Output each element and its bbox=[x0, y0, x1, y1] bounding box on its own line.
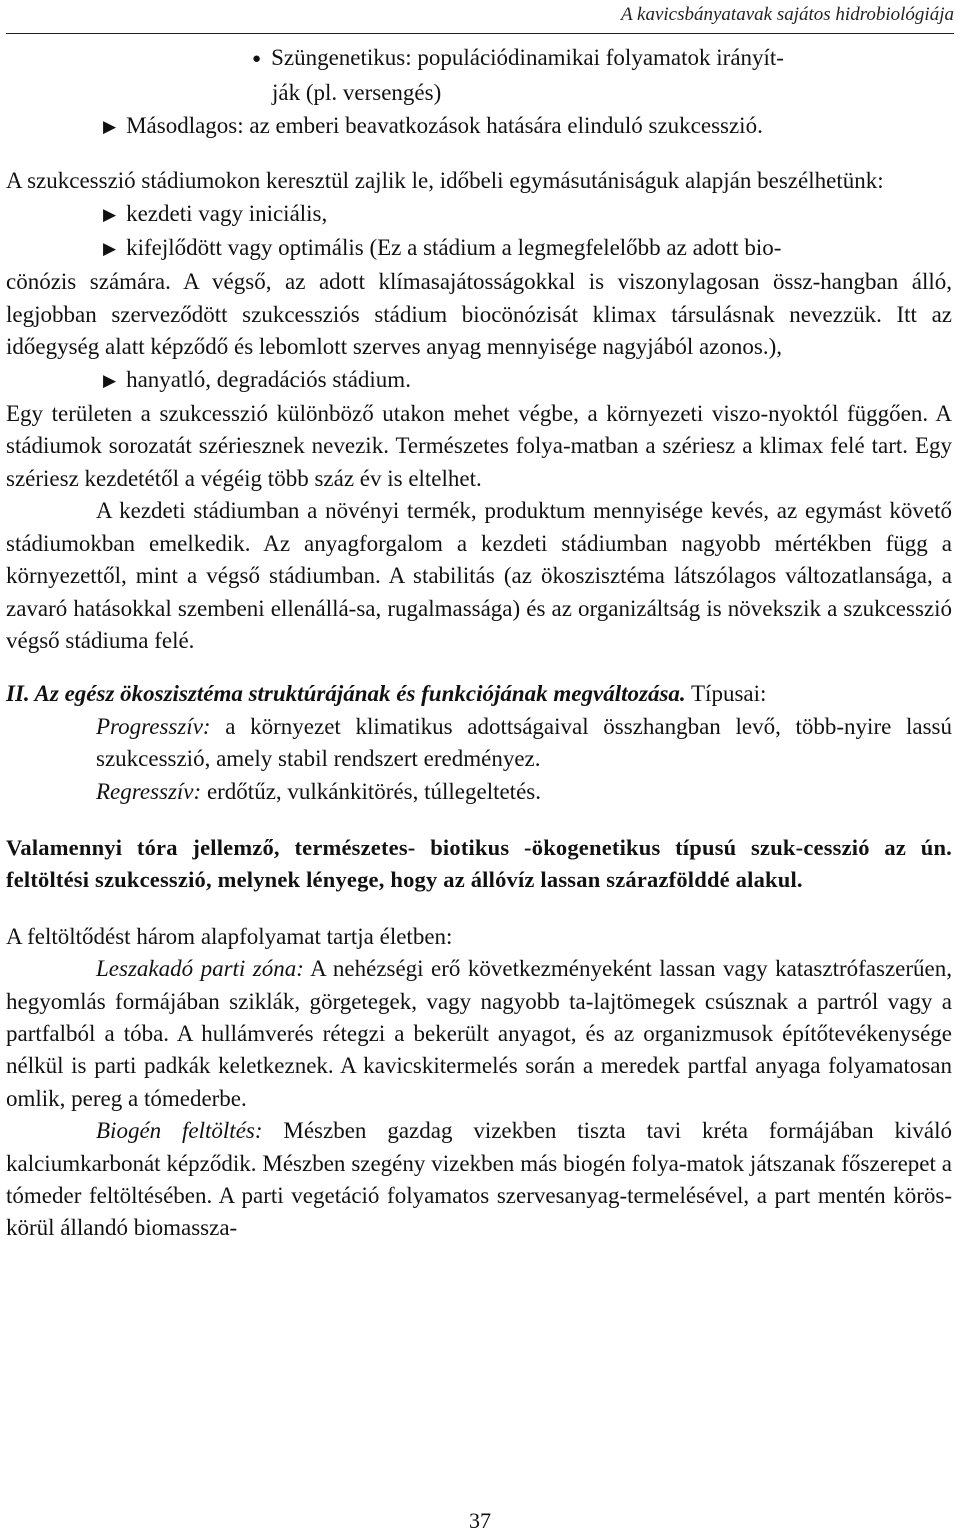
stage-text: kifejlődött vagy optimális (Ez a stádium a legmegfelelőbb az adott bio- bbox=[126, 235, 782, 261]
filling-label: Biogén feltöltés: bbox=[96, 1118, 263, 1144]
type-text: a környezet klimatikus adottságaival összhangban levő, több-nyire lassú szukcesszió, amely stabil rendszert eredményez. bbox=[96, 713, 952, 772]
filling-text: A nehézségi erő következményeként lassan vagy katasztrófaszerűen, hegyomlás formájában sziklák, görgetegek, vagy nagyobb ta-lajtömegek csúsznak a partról vagy a partfalból a tóba. A hullámverés rétegzi a bekerült anyagot, és az organizmusok építőtevékenysége nélkül is parti padkák keletkeznek. A kavicskitermelés során a meredek partfal anyaga folyamatosan omlik, pereg a tómederbe. bbox=[6, 956, 952, 1111]
stage-item-initial bbox=[6, 198, 952, 232]
list-item-secondary bbox=[6, 110, 952, 144]
paragraph-production: A kezdeti stádiumban a növényi termék, produktum mennyisége kevés, az egymást követő stádiumokban emelkedik. Az anyagforgalom a kezdeti stádiumban nagyobb mértékben függ a környezettől, mint a végső stádiumban. A stabilitás (az ökoszisztéma látszólagos változatlansága, a zavaró hatásokkal szembeni ellenállá-sa, rugalmassága) és az organizáltság is növekszik a szukcesszió végső stádiuma felé. bbox=[6, 498, 952, 653]
type-progressive bbox=[6, 711, 952, 776]
page-number: 37 bbox=[469, 1508, 491, 1533]
bold-statement: Valamennyi tóra jellemző, természetes- biotikus -ökogenetikus típusú szuk-cesszió az ún. feltöltési szukcesszió, melynek lényege, hogy az állóvíz lassan szárazfölddé alakul. bbox=[6, 834, 952, 893]
list-item-text: Szüngenetikus: populációdinamikai folyamatok irányít- bbox=[271, 45, 784, 70]
section-heading bbox=[6, 678, 952, 710]
stages-intro: A szukcesszió stádiumokon keresztül zajlik le, időbeli egymásutániságuk alapján beszélhetünk: bbox=[6, 168, 884, 194]
filling-label: Leszakadó parti zóna: bbox=[96, 956, 304, 982]
stage-text: hanyatló, degradációs stádium. bbox=[126, 366, 411, 392]
running-header: A kavicsbányatavak sajátos hidrobiológiája bbox=[621, 4, 954, 25]
header-rule bbox=[6, 33, 954, 34]
type-label: Progresszív: bbox=[96, 713, 211, 739]
stage-item-optimal-body: cönózis számára. A végső, az adott klímasajátosságokkal is viszonylagosan össz-hangban álló, legjobban szerveződött szukcessziós stádium biocönózisát klimax társulásnak nevezzük. Itt az időegység alatt képződő és lebomlott szerves anyag mennyisége nagyjából azonos.), bbox=[6, 269, 952, 360]
stage-item-degradation bbox=[6, 364, 952, 398]
filling-biogenic bbox=[6, 1115, 952, 1245]
type-regressive bbox=[6, 776, 952, 808]
list-item-text: Másodlagos: az emberi beavatkozások hatására elinduló szukcesszió. bbox=[126, 112, 763, 138]
filling-intro: A feltöltődést három alapfolyamat tartja életben: bbox=[6, 923, 453, 949]
type-label: Regresszív: bbox=[96, 778, 202, 804]
stage-text: kezdeti vagy iniciális, bbox=[126, 200, 328, 226]
filling-text: Mészben gazdag vizekben tiszta tavi kréta formájában kiváló kalciumkarbonát képződik. Mészben szegény vizekben más biogén folya-matok játszanak főszerepet a tómeder feltöltésében. A parti vegetáció folyamatos szervesanyag-termelésével, a part mentén körös-körül állandó biomassza- bbox=[6, 1118, 952, 1241]
type-text: erdőtűz, vulkánkitörés, túllegeltetés. bbox=[201, 778, 541, 804]
section-heading-title: II. Az egész ökoszisztéma struktúrájának és funkciójának megváltozása. bbox=[6, 681, 686, 707]
stage-item-optimal bbox=[6, 232, 952, 266]
section-heading-suffix: Típusai: bbox=[685, 681, 767, 707]
paragraph-series: Egy területen a szukcesszió különböző utakon mehet végbe, a környezeti viszo-nyoktól függően. A stádiumok sorozatát szériesznek nevezik. Természetes folya-matban a szériesz a klimax felé tart. Egy szériesz kezdetétől a végéig több száz év is eltelhet. bbox=[6, 401, 952, 491]
filling-shore-zone bbox=[6, 953, 952, 1115]
list-item-syngenetic bbox=[6, 42, 952, 110]
list-item-text-cont: ják (pl. versengés) bbox=[272, 80, 442, 106]
page-body bbox=[6, 42, 952, 1245]
